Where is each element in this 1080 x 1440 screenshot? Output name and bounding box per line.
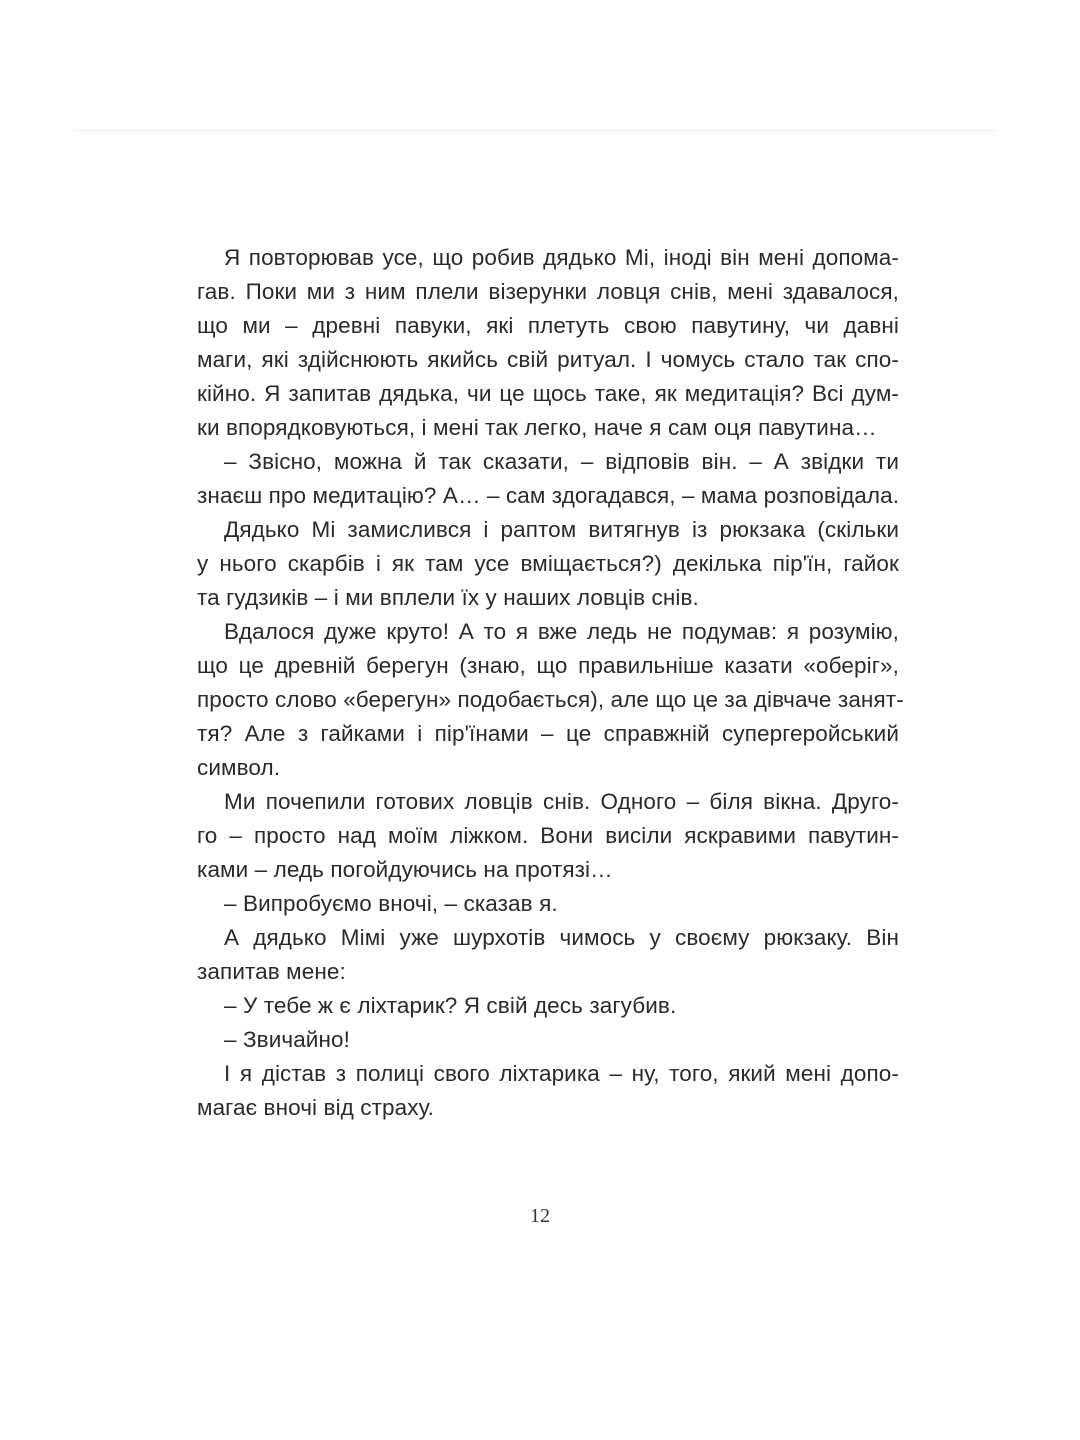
text-line: гав. Поки ми з ним плели візерунки ловця снів, мені здавалося, — [197, 279, 899, 304]
text-line: – Звісно, можна й так сказати, – відповів він. – А звідки ти — [224, 449, 899, 474]
text-line: кійно. Я запитав дядька, чи це щось таке, як медитація? Всі дум- — [197, 381, 899, 406]
text-line: просто слово «берегун» подобається), але що це за дівчаче занят- — [197, 687, 904, 712]
text-line: та гудзиків – і ми вплели їх у наших ловців снів. — [197, 585, 699, 610]
text-line: Дядько Мі замислився і раптом витягнув із рюкзака (скільки — [224, 517, 899, 542]
text-line: – Звичайно! — [224, 1027, 350, 1052]
text-line: тя? Але з гайками і пір'їнами – це справжній супергеройський — [197, 721, 899, 746]
text-line: ки впорядковуються, і мені так легко, наче я сам оця павутина… — [197, 415, 877, 440]
text-line: ками – ледь погойдуючись на протязі… — [197, 857, 613, 882]
page-number: 12 — [530, 1205, 550, 1227]
text-line: А дядько Мімі уже шурхотів чимось у своєму рюкзаку. Він — [224, 925, 899, 950]
text-line: го – просто над моїм ліжком. Вони висіли яскравими павутин- — [197, 823, 899, 848]
header-divider — [73, 130, 995, 131]
text-line: І я дістав з полиці свого ліхтарика – ну, того, який мені допо- — [224, 1061, 899, 1086]
text-line: Ми почепили готових ловців снів. Одного – біля вікна. Друго- — [224, 789, 899, 814]
text-line: у нього скарбів і як там усе вміщається?) декілька пір'їн, гайок — [197, 551, 899, 576]
text-line: Я повторював усе, що робив дядько Мі, іноді він мені допома- — [224, 245, 899, 270]
text-line: запитав мене: — [197, 959, 346, 984]
text-line: знаєш про медитацію? А… – сам здогадався, – мама розповідала. — [197, 483, 900, 508]
text-line: Вдалося дуже круто! А то я вже ледь не подумав: я розумію, — [224, 619, 899, 644]
text-line: символ. — [197, 755, 281, 780]
text-line: – Випробуємо вночі, – сказав я. — [224, 891, 558, 916]
text-line: що це древній берегун (знаю, що правильніше казати «оберіг», — [197, 653, 899, 678]
text-line: – У тебе ж є ліхтарик? Я свій десь загубив. — [224, 993, 677, 1018]
text-line: магає вночі від страху. — [197, 1095, 435, 1120]
text-line: що ми – древні павуки, які плетуть свою павутину, чи давні — [197, 313, 899, 338]
text-line: маги, які здійснюють якийсь свій ритуал. І чомусь стало так спо- — [197, 347, 899, 372]
body-text — [197, 241, 904, 1125]
